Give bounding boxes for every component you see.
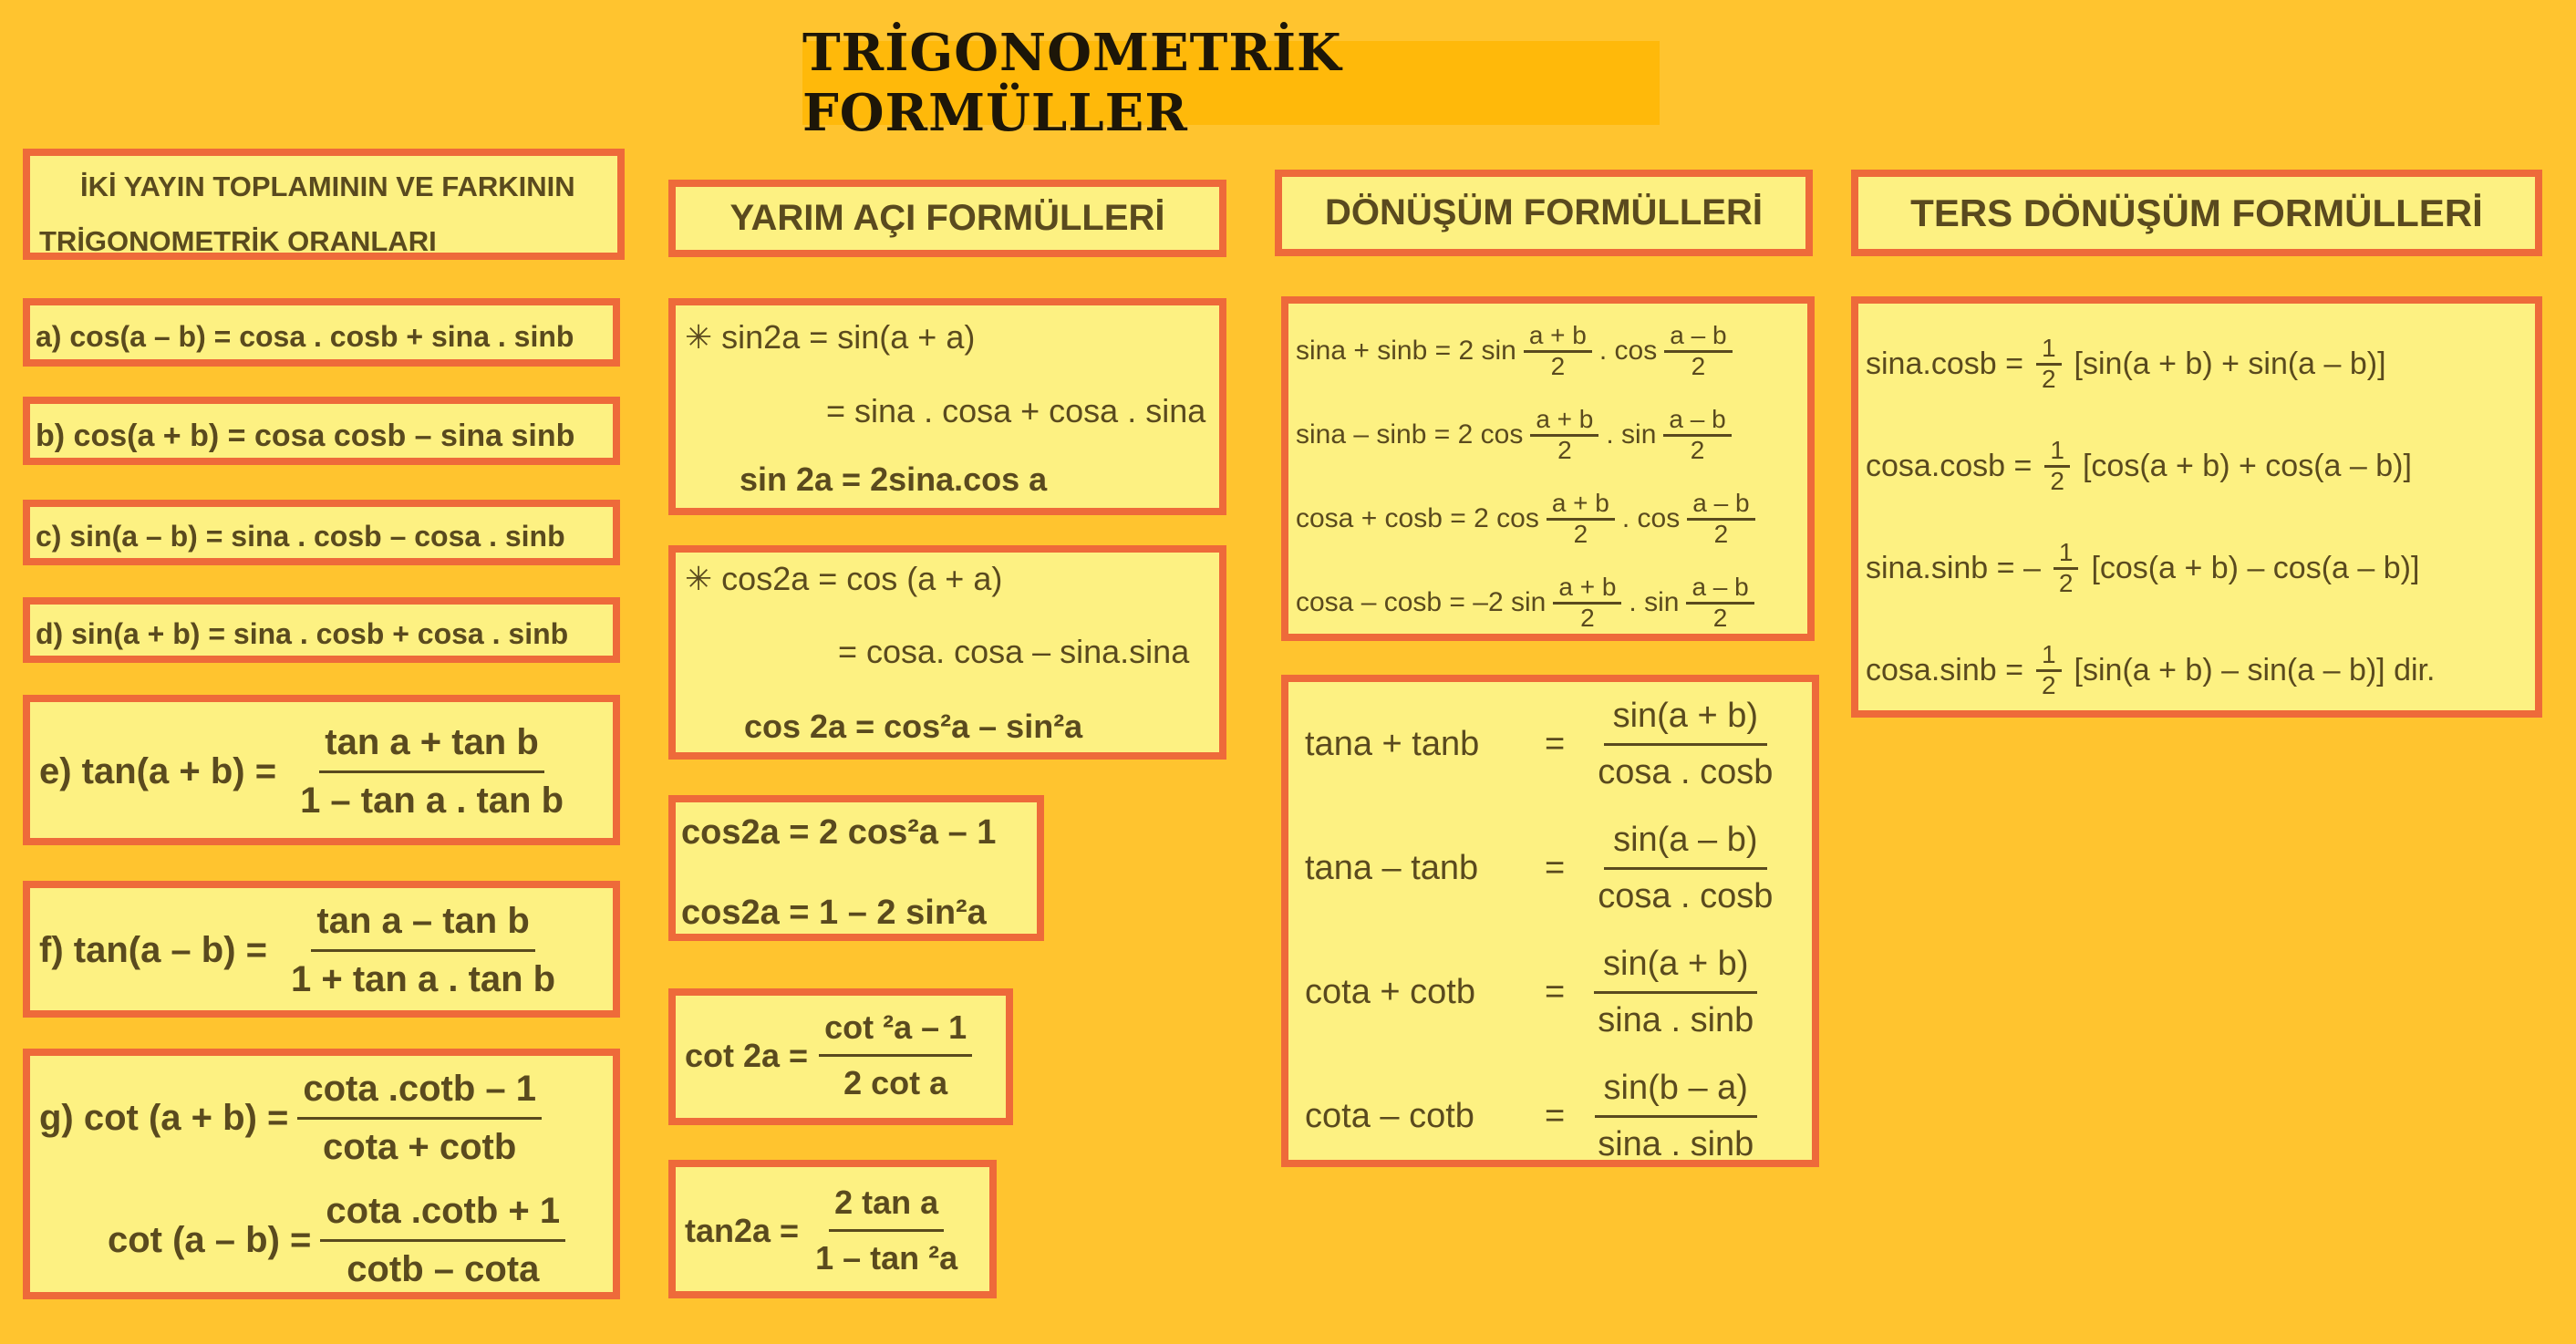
row-lhs: cosa.cosb = bbox=[1866, 448, 2033, 483]
tan2a-formula bbox=[685, 1184, 970, 1277]
formula-box-f bbox=[23, 881, 620, 1018]
one-half-fraction bbox=[2044, 437, 2070, 496]
row-lhs: sina + sinb = 2 sin bbox=[1296, 336, 1516, 366]
formula-g2-denominator: cotb – cota bbox=[347, 1249, 540, 1289]
formula-b: b) cos(a + b) = cosa cosb – sina sinb bbox=[36, 419, 575, 453]
one-half-fraction bbox=[2054, 539, 2079, 598]
formula-f-denominator: 1 + tan a . tan b bbox=[291, 959, 556, 999]
product-to-sum-row bbox=[1866, 415, 2535, 517]
cot2a-box bbox=[668, 988, 1013, 1125]
formula-e-fraction bbox=[295, 722, 569, 822]
formula-box-b bbox=[23, 397, 620, 465]
col1-header-line1: İKİ YAYIN TOPLAMININ VE FARKININ bbox=[80, 171, 575, 202]
fraction-numerator: 1 bbox=[2036, 335, 2062, 366]
cot2a-formula bbox=[685, 1008, 979, 1102]
tan2a-label: tan2a = bbox=[685, 1211, 800, 1249]
tan2a-denominator: 1 – tan ²a bbox=[815, 1239, 958, 1277]
formula-box-d bbox=[23, 597, 620, 663]
fraction-denominator: 2 bbox=[2041, 670, 2056, 699]
formula-box-a bbox=[23, 298, 620, 367]
fraction-2-numerator: a – b bbox=[1686, 574, 1754, 605]
fraction bbox=[1588, 945, 1763, 1040]
row-lhs: tana + tanb bbox=[1305, 724, 1480, 763]
fraction-1-numerator: a + b bbox=[1553, 574, 1621, 605]
fraction-2 bbox=[1664, 322, 1732, 381]
row-lhs: cosa.sinb = bbox=[1866, 652, 2023, 688]
formula-e-label: e) tan(a + b) = bbox=[39, 751, 277, 791]
formula-g bbox=[39, 1069, 549, 1168]
one-half-fraction bbox=[2036, 641, 2062, 700]
sum-to-product-row bbox=[1296, 393, 1807, 477]
sin2a-line1: ✳ sin2a = sin(a + a) bbox=[685, 318, 976, 356]
formula-g-label: g) cot (a + b) = bbox=[39, 1098, 289, 1138]
row-mid: . cos bbox=[1598, 336, 1658, 366]
col1-header-line2: TRİGONOMETRİK ORANLARI bbox=[39, 225, 437, 257]
formula-f-fraction bbox=[285, 901, 561, 1000]
row-rhs: [cos(a + b) – cos(a – b)] bbox=[2091, 550, 2420, 585]
formula-g2 bbox=[108, 1191, 573, 1290]
sum-to-product-row bbox=[1296, 561, 1807, 645]
fraction-2-denominator: 2 bbox=[1712, 603, 1728, 632]
fraction-1-denominator: 2 bbox=[1580, 603, 1595, 632]
row-rhs: [cos(a + b) + cos(a – b)] bbox=[2082, 448, 2412, 483]
tan-cot-sum-box bbox=[1281, 675, 1819, 1167]
fraction-2-numerator: a – b bbox=[1687, 490, 1754, 521]
fraction-denominator: 2 bbox=[2050, 466, 2064, 495]
fraction-2 bbox=[1686, 574, 1754, 633]
row-rhs: [sin(a + b) – sin(a – b)] dir. bbox=[2074, 652, 2436, 688]
fraction-1-denominator: 2 bbox=[1550, 351, 1566, 380]
fraction-1 bbox=[1553, 574, 1621, 633]
fraction-1-denominator: 2 bbox=[1573, 519, 1588, 548]
row-mid: . sin bbox=[1606, 419, 1657, 450]
fraction-denominator: 2 bbox=[2058, 568, 2074, 597]
tan-cot-sum-row bbox=[1305, 930, 1812, 1054]
formula-f-label: f) tan(a – b) = bbox=[39, 930, 268, 970]
product-to-sum-row bbox=[1866, 619, 2535, 721]
fraction-denominator: sina . sinb bbox=[1598, 1000, 1754, 1039]
product-to-sum-row bbox=[1866, 313, 2535, 415]
row-mid: . cos bbox=[1621, 503, 1681, 533]
row-lhs: cosa – cosb = –2 sin bbox=[1296, 587, 1547, 617]
formula-box-c bbox=[23, 500, 620, 565]
fraction-denominator: cosa . cosb bbox=[1598, 876, 1774, 915]
cot2a-fraction bbox=[819, 1008, 972, 1102]
sum-to-product-box bbox=[1281, 296, 1815, 641]
fraction-2-numerator: a – b bbox=[1663, 406, 1731, 437]
col3-header-box bbox=[1275, 170, 1813, 256]
cot2a-denominator: 2 cot a bbox=[843, 1064, 948, 1101]
row-eq: = bbox=[1545, 972, 1566, 1011]
cos2a-line1: ✳ cos2a = cos (a + a) bbox=[685, 560, 1003, 597]
cot2a-numerator: cot ²a – 1 bbox=[819, 1008, 972, 1057]
sin2a-box bbox=[668, 298, 1226, 515]
cot2a-label: cot 2a = bbox=[685, 1036, 809, 1074]
one-half-fraction bbox=[2036, 335, 2062, 394]
fraction-denominator: sina . sinb bbox=[1598, 1124, 1754, 1163]
row-eq: = bbox=[1545, 1096, 1566, 1135]
row-lhs: cosa + cosb = 2 cos bbox=[1296, 503, 1539, 533]
fraction bbox=[1588, 1069, 1763, 1164]
row-rhs: [sin(a + b) + sin(a – b)] bbox=[2074, 346, 2386, 381]
formula-e-denominator: 1 – tan a . tan b bbox=[300, 781, 564, 821]
tan-cot-sum-row bbox=[1305, 1054, 1812, 1178]
row-mid: . sin bbox=[1629, 587, 1680, 617]
formula-g2-label: cot (a – b) = bbox=[108, 1220, 312, 1260]
fraction-numerator: sin(a + b) bbox=[1604, 697, 1767, 746]
fraction-1-numerator: a + b bbox=[1530, 406, 1598, 437]
sin2a-line2: = sina . cosa + cosa . sina bbox=[826, 392, 1206, 429]
formula-a: a) cos(a – b) = cosa . cosb + sina . sinb bbox=[36, 320, 574, 353]
formula-g-fraction bbox=[297, 1069, 542, 1168]
row-lhs: sina.sinb = – bbox=[1866, 550, 2041, 585]
formula-box-e bbox=[23, 695, 620, 845]
fraction-2 bbox=[1687, 490, 1754, 549]
tan2a-box bbox=[668, 1160, 997, 1298]
fraction-2-numerator: a – b bbox=[1664, 322, 1732, 353]
tan-cot-sum-rows bbox=[1305, 682, 1812, 1178]
cos2a-line2: = cosa. cosa – sina.sina bbox=[838, 633, 1190, 670]
formula-d: d) sin(a + b) = sina . cosb + cosa . sinb bbox=[36, 617, 569, 650]
fraction-1 bbox=[1530, 406, 1598, 465]
col2-header-box bbox=[668, 180, 1226, 257]
fraction-numerator: sin(b – a) bbox=[1595, 1069, 1757, 1118]
fraction-2 bbox=[1663, 406, 1731, 465]
fraction bbox=[1588, 821, 1782, 916]
formula-e bbox=[39, 722, 576, 822]
cos2a-alt-line1: cos2a = 2 cos²a – 1 bbox=[681, 813, 997, 852]
fraction-2-denominator: 2 bbox=[1713, 519, 1729, 548]
tan-cot-sum-row bbox=[1305, 806, 1812, 930]
row-lhs: cota – cotb bbox=[1305, 1096, 1474, 1135]
fraction-numerator: 1 bbox=[2036, 641, 2062, 672]
row-eq: = bbox=[1545, 848, 1566, 887]
formula-box-g bbox=[23, 1049, 620, 1299]
fraction-1 bbox=[1547, 490, 1615, 549]
fraction bbox=[1588, 697, 1782, 792]
row-lhs: sina.cosb = bbox=[1866, 346, 2023, 381]
formula-g-denominator: cota + cotb bbox=[323, 1127, 517, 1167]
tan2a-fraction bbox=[810, 1184, 963, 1277]
product-to-sum-box bbox=[1851, 296, 2542, 718]
row-lhs: tana – tanb bbox=[1305, 848, 1479, 887]
sum-to-product-row bbox=[1296, 477, 1807, 561]
row-lhs: sina – sinb = 2 cos bbox=[1296, 419, 1524, 450]
col4-header-box bbox=[1851, 170, 2542, 256]
page-title: TRİGONOMETRİK FORMÜLLER bbox=[802, 41, 1660, 125]
formula-c: c) sin(a – b) = sina . cosb – cosa . sinb bbox=[36, 520, 565, 553]
col2-header: YARIM AÇI FORMÜLLERİ bbox=[729, 198, 1165, 238]
cos2a-box bbox=[668, 545, 1226, 760]
tan2a-numerator: 2 tan a bbox=[829, 1184, 944, 1232]
col4-header: TERS DÖNÜŞÜM FORMÜLLERİ bbox=[1910, 191, 2483, 234]
cos2a-alt-box bbox=[668, 795, 1044, 941]
fraction-2-denominator: 2 bbox=[1690, 435, 1705, 464]
fraction-1 bbox=[1524, 322, 1592, 381]
formula-g2-fraction bbox=[320, 1191, 565, 1290]
formula-g-numerator: cota .cotb – 1 bbox=[297, 1069, 542, 1120]
fraction-1-denominator: 2 bbox=[1557, 435, 1572, 464]
cos2a-line3: cos 2a = cos²a – sin²a bbox=[744, 708, 1083, 745]
fraction-1-numerator: a + b bbox=[1524, 322, 1592, 353]
fraction-1-numerator: a + b bbox=[1547, 490, 1615, 521]
product-to-sum-row bbox=[1866, 517, 2535, 619]
fraction-2-denominator: 2 bbox=[1691, 351, 1706, 380]
fraction-numerator: 1 bbox=[2054, 539, 2079, 570]
formula-g2-numerator: cota .cotb + 1 bbox=[320, 1191, 565, 1242]
fraction-numerator: sin(a – b) bbox=[1604, 821, 1766, 870]
product-to-sum-rows bbox=[1866, 313, 2535, 721]
formula-f bbox=[39, 901, 568, 1000]
fraction-denominator: 2 bbox=[2041, 364, 2056, 393]
sum-to-product-rows bbox=[1296, 309, 1807, 645]
sin2a-line3: sin 2a = 2sina.cos a bbox=[740, 460, 1048, 498]
row-eq: = bbox=[1545, 724, 1566, 763]
row-lhs: cota + cotb bbox=[1305, 972, 1475, 1011]
fraction-denominator: cosa . cosb bbox=[1598, 752, 1774, 791]
tan-cot-sum-row bbox=[1305, 682, 1812, 806]
formula-f-numerator: tan a – tan b bbox=[311, 901, 534, 952]
fraction-numerator: 1 bbox=[2044, 437, 2070, 468]
col1-header-box bbox=[23, 149, 625, 260]
col3-header: DÖNÜŞÜM FORMÜLLERİ bbox=[1325, 192, 1763, 233]
cos2a-alt-line2: cos2a = 1 – 2 sin²a bbox=[681, 894, 987, 932]
formula-e-numerator: tan a + tan b bbox=[319, 722, 544, 773]
fraction-numerator: sin(a + b) bbox=[1594, 945, 1757, 994]
sum-to-product-row bbox=[1296, 309, 1807, 393]
